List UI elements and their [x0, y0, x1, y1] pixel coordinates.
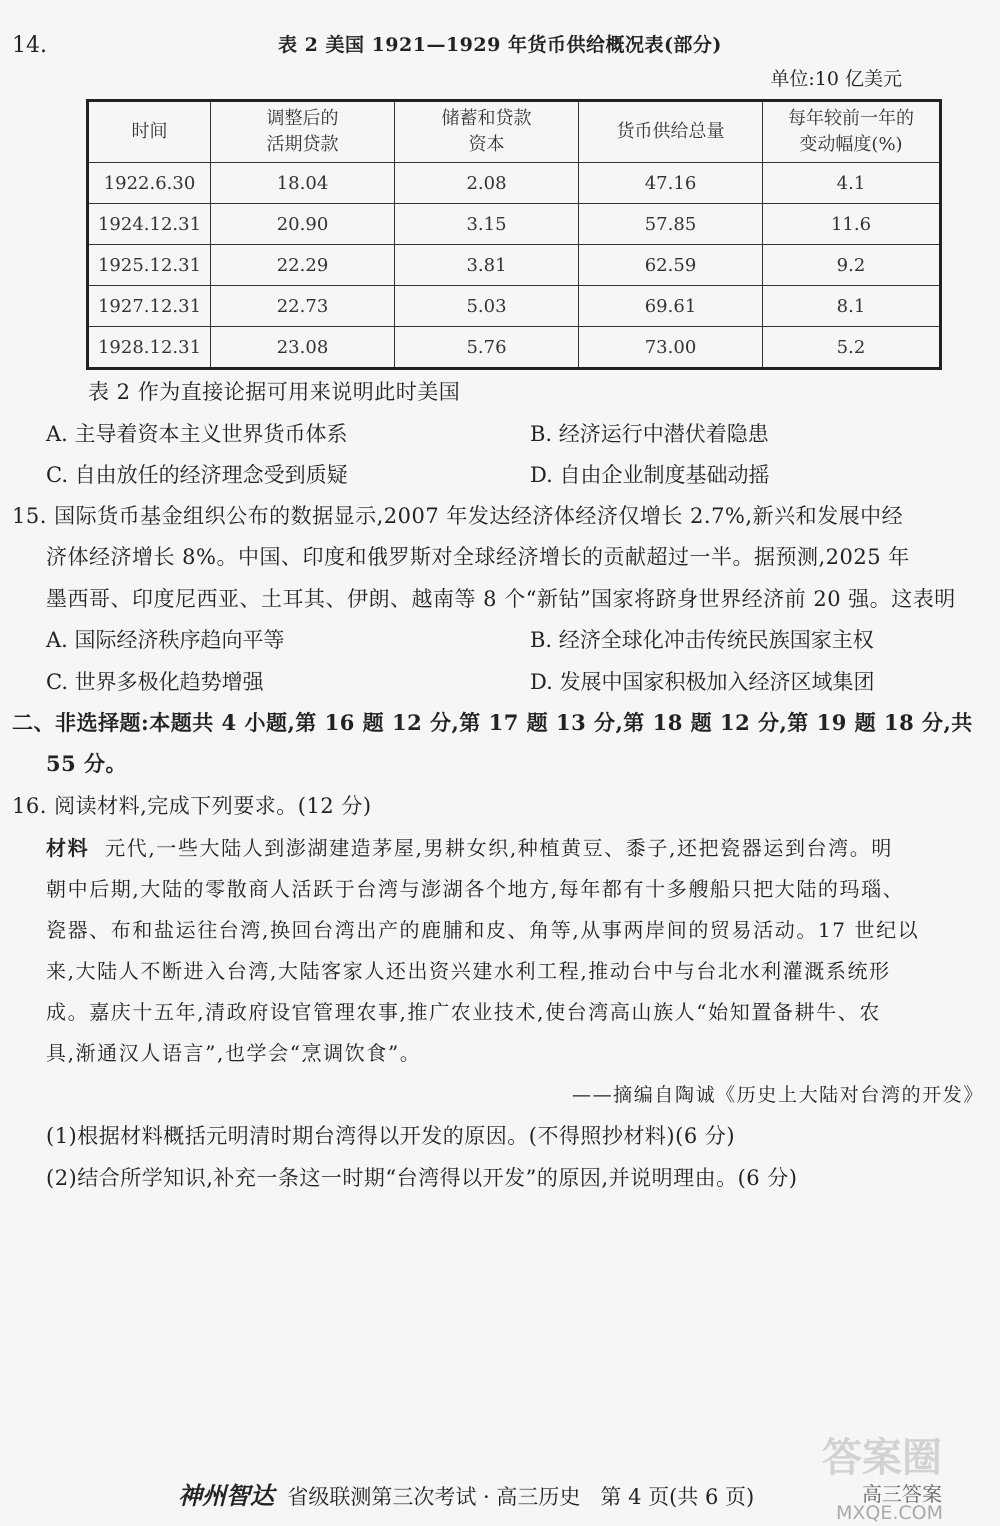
table-cell: 9.2 [763, 245, 941, 286]
material-line: 来,大陆人不断进入台湾,大陆客家人还出资兴建水利工程,推动台中与台北水利灌溉系统形 [46, 959, 891, 983]
material-line: 材料 元代,一些大陆人到澎湖建造茅屋,男耕女织,种植黄豆、黍子,还把瓷器运到台湾。明 [46, 836, 893, 860]
table-cell: 73.00 [579, 327, 763, 369]
table-cell: 1925.12.31 [88, 245, 211, 286]
table-cell: 20.90 [211, 204, 395, 245]
material-line: 具,渐通汉人语言”,也学会“烹调饮食”。 [46, 1041, 422, 1065]
table-cell: 22.73 [211, 286, 395, 327]
table-cell: 69.61 [579, 286, 763, 327]
watermark-logo: 答案圈 [822, 1434, 942, 1481]
q16-subquestion-2: (2)结合所学知识,补充一条这一时期“台湾得以开发”的原因,并说明理由。(6 分) [46, 1166, 798, 1190]
q15-line-2: 济体经济增长 8%。中国、印度和俄罗斯对全球经济增长的贡献超过一半。据预测,2025 年 [46, 545, 910, 569]
table-cell: 5.2 [763, 327, 941, 369]
table-header-row [88, 101, 941, 163]
q15-option-b: B. 经济全球化冲击传统民族国家主权 [530, 628, 874, 652]
question-number: 14. [12, 33, 47, 58]
header-total-money-supply: 货币供给总量 [579, 101, 763, 163]
money-supply-table [86, 99, 942, 370]
q14-option-b: B. 经济运行中潜伏着隐患 [530, 422, 769, 446]
table-cell: 4.1 [763, 163, 941, 204]
material-source: ——摘编自陶诚《历史上大陆对台湾的开发》 [571, 1084, 984, 1106]
table-cell: 57.85 [579, 204, 763, 245]
table-cell: 2.08 [395, 163, 579, 204]
table-cell: 3.15 [395, 204, 579, 245]
watermark-stamp: 高三答案 [862, 1482, 942, 1506]
material-line: 成。嘉庆十五年,清政府设官管理农事,推广农业技术,使台湾高山族人“始知置备耕牛、农 [46, 1000, 881, 1024]
table-row [88, 286, 941, 327]
table-row [88, 327, 941, 369]
table-cell: 1924.12.31 [88, 204, 211, 245]
q14-option-c: C. 自由放任的经济理念受到质疑 [46, 463, 348, 487]
brand-logo: 神州智达 [178, 1481, 274, 1510]
table-cell: 3.81 [395, 245, 579, 286]
header-adjusted-demand-deposits: 调整后的 活期贷款 [211, 101, 395, 163]
q15-option-a: A. 国际经济秩序趋向平等 [46, 628, 285, 652]
table-title: 表 2 美国 1921—1929 年货币供给概况表(部分) [278, 34, 722, 56]
header-savings-loan-capital: 储蓄和贷款 资本 [395, 101, 579, 163]
table-cell: 8.1 [763, 286, 941, 327]
table-row [88, 245, 941, 286]
table-cell: 11.6 [763, 204, 941, 245]
material-label: 材料 [46, 836, 90, 860]
table-cell: 1922.6.30 [88, 163, 211, 204]
q16-subquestion-1: (1)根据材料概括元明清时期台湾得以开发的原因。(不得照抄材料)(6 分) [46, 1124, 736, 1148]
table-cell: 22.29 [211, 245, 395, 286]
q15-option-c: C. 世界多极化趋势增强 [46, 670, 264, 694]
exam-name: 省级联测第三次考试 · 高三历史 [287, 1485, 581, 1509]
table-cell: 5.03 [395, 286, 579, 327]
table-cell: 1927.12.31 [88, 286, 211, 327]
table-cell: 62.59 [579, 245, 763, 286]
table-cell: 18.04 [211, 163, 395, 204]
table-cell: 5.76 [395, 327, 579, 369]
table-cell: 47.16 [579, 163, 763, 204]
q15-line-1: 15. 国际货币基金组织公布的数据显示,2007 年发达经济体经济仅增长 2.7%,新兴和发展中经 [12, 504, 904, 528]
q14-option-d: D. 自由企业制度基础动摇 [530, 463, 770, 487]
table-row [88, 163, 941, 204]
q14-option-a: A. 主导着资本主义世界货币体系 [46, 422, 348, 446]
table-cell: 1928.12.31 [88, 327, 211, 369]
q15-option-d: D. 发展中国家积极加入经济区域集团 [530, 670, 875, 694]
header-time: 时间 [88, 101, 211, 163]
table-row [88, 204, 941, 245]
table-cell: 23.08 [211, 327, 395, 369]
q16-title: 16. 阅读材料,完成下列要求。(12 分) [12, 794, 372, 818]
page-footer [178, 1476, 754, 1511]
page-number: 第 4 页(共 6 页) [600, 1485, 755, 1509]
material-line: 朝中后期,大陆的零散商人活跃于台湾与澎湖各个地方,每年都有十多艘船只把大陆的玛瑙、 [46, 877, 905, 901]
q15-line-3: 墨西哥、印度尼西亚、土耳其、伊朗、越南等 8 个“新钻”国家将跻身世界经济前 20 强。这表明 [46, 587, 956, 611]
material-line: 瓷器、布和盐运往台湾,换回台湾出产的鹿脯和皮、角等,从事两岸间的贸易活动。17 世纪以 [46, 918, 920, 942]
section-heading-cont: 55 分。 [46, 751, 128, 776]
section-heading: 二、非选择题:本题共 4 小题,第 16 题 12 分,第 17 题 13 分,第 18 题 12 分,第 19 题 18 分,共 [12, 710, 973, 735]
q14-stem: 表 2 作为直接论据可用来说明此时美国 [88, 380, 461, 404]
header-annual-change: 每年较前一年的 变动幅度(%) [763, 101, 941, 163]
watermark-url: MXQE.COM [836, 1502, 944, 1524]
table-unit: 单位:10 亿美元 [770, 68, 902, 90]
